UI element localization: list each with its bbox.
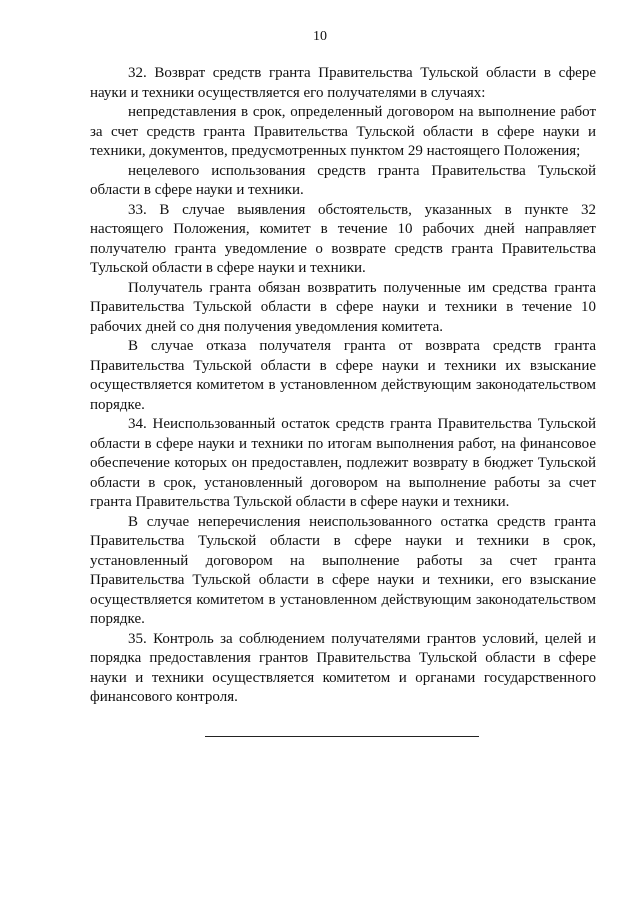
document-body	[90, 64, 596, 708]
page-number: 10	[313, 29, 327, 44]
paragraph-32: 32. Возврат средств гранта Правительства Тульской области в сфере науки и техники осуществляется его получателями в случаях:	[90, 65, 596, 101]
paragraph-33: 33. В случае выявления обстоятельств, указанных в пункте 32 настоящего Положения, комитет в течение 10 рабочих дней направляет получателю гранта уведомление о возврате средств гранта Правительства Тульской области в сфере науки и техники.	[90, 201, 596, 276]
paragraph-33-return-obligation: Получатель гранта обязан возвратить полученные им средства гранта Правительства Тульской области в сфере науки и техники в течение 10 рабочих дней со дня получения уведомления комитета.	[90, 279, 596, 335]
paragraph-32-case-2: нецелевого использования средств гранта Правительства Тульской области в сфере науки и техники.	[90, 162, 596, 198]
paragraph-34-non-transfer: В случае неперечисления неиспользованного остатка средств гранта Правительства Тульской области в сфере науки и техники в срок, установленный договором на выполнение работы за счет гранта Правительства Тульской области в сфере науки и техники, его взыскание осуществляется комитетом в установленном действующим законодательством порядке.	[90, 513, 596, 627]
end-divider-line	[205, 736, 479, 737]
paragraph-35: 35. Контроль за соблюдением получателями грантов условий, целей и порядка предоставления грантов Правительства Тульской области в сфере науки и техники осуществляется комитетом и органами государственного финансового контроля.	[90, 630, 596, 705]
paragraph-33-refusal: В случае отказа получателя гранта от возврата средств гранта Правительства Тульской области в сфере науки и техники их взыскание осуществляется комитетом в установленном действующим законодательством порядке.	[90, 338, 596, 413]
paragraph-32-case-1: непредставления в срок, определенный договором на выполнение работ за счет средств гранта Правительства Тульской области в сфере науки и техники, документов, предусмотренных пунктом 29 настоящего Положения;	[90, 104, 596, 159]
paragraph-34: 34. Неиспользованный остаток средств гранта Правительства Тульской области в сфере науки и техники по итогам выполнения работ, на финансовое обеспечение которых он предоставлен, подлежит возврату в бюджет Тульской области в срок, установленный договором на выполнение работы за счет гранта Правительства Тульской области в сфере науки и техники.	[90, 416, 596, 510]
